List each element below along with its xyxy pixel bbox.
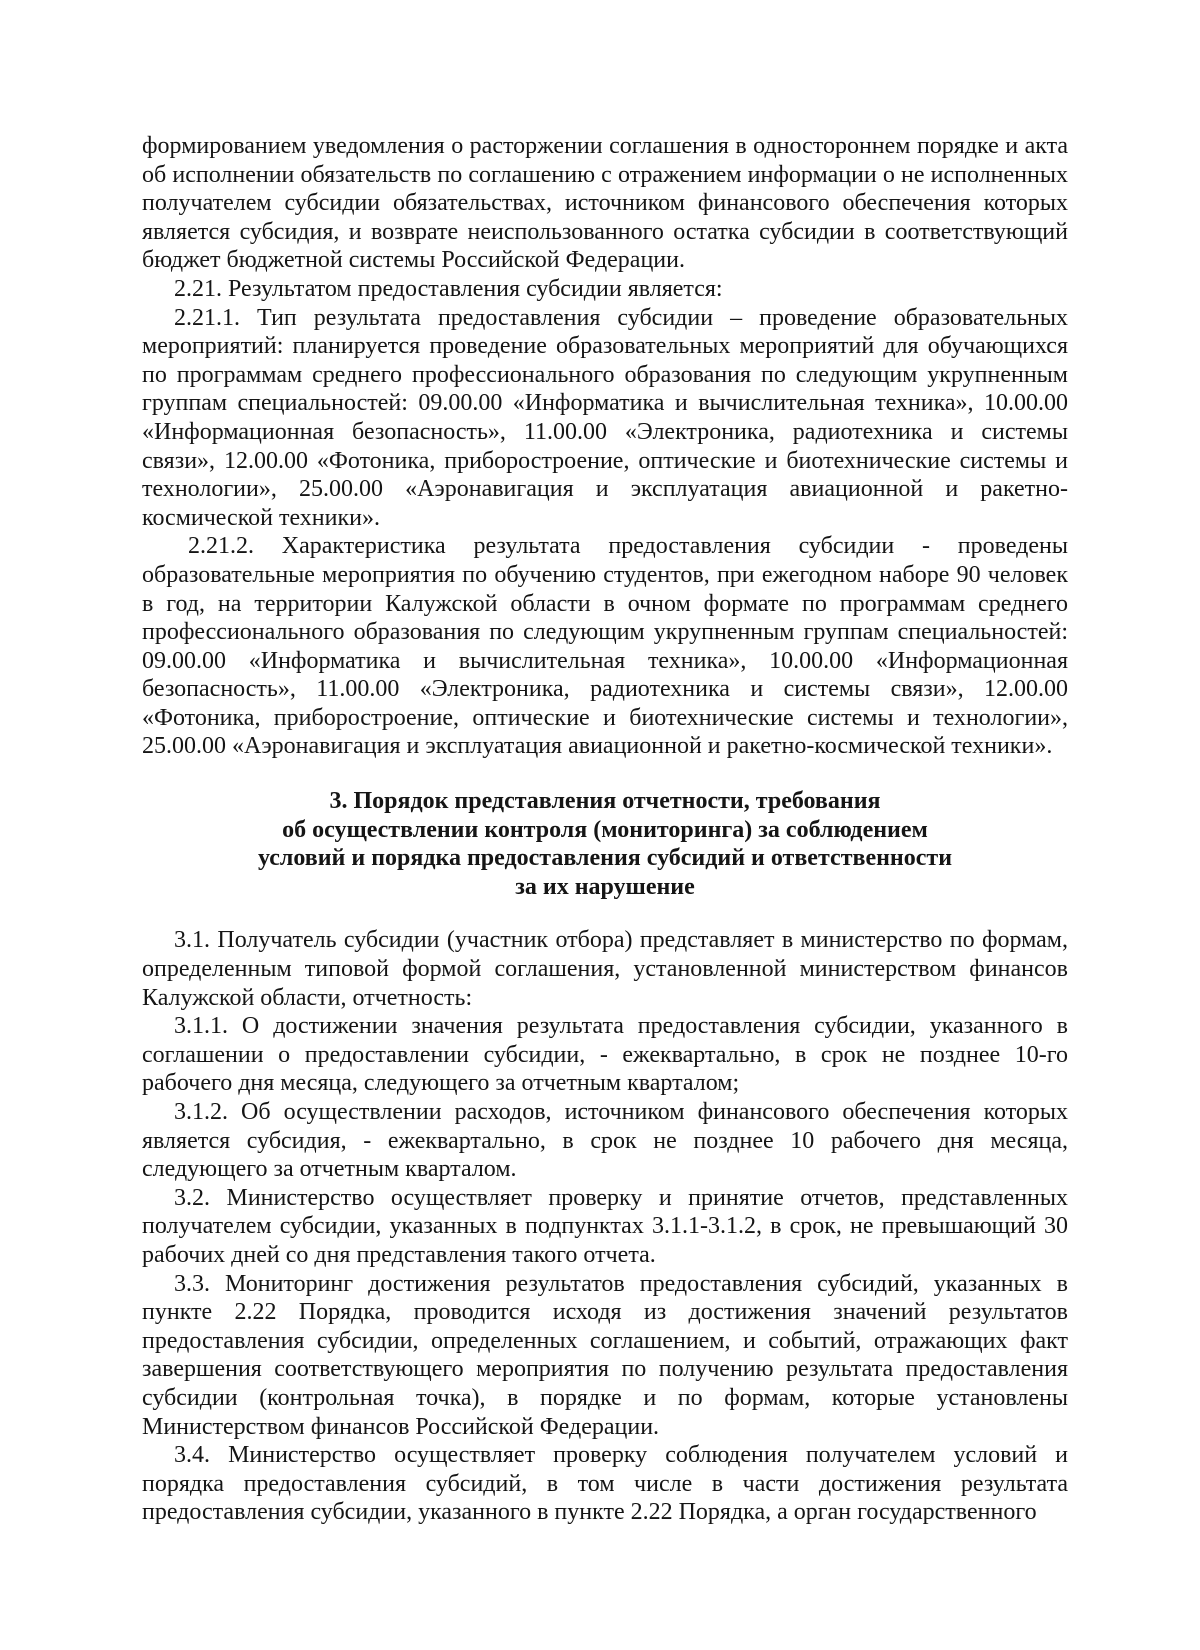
heading-line-1: 3. Порядок представления отчетности, требования <box>329 788 881 815</box>
paragraph-2-21: 2.21. Результатом предоставления субсидии является: <box>174 275 723 302</box>
paragraph-3-4: 3.4. Министерство осуществляет проверку соблюдения получателем условий и порядка предоставления субсидий, в том числе в части достижения результата предоставления субсидии, указанного в пункте 2.22 Порядка, а орган государственного <box>142 1442 1068 1526</box>
section-3-heading <box>142 787 1068 901</box>
heading-line-4: за их нарушение <box>515 873 695 900</box>
paragraph-3-1-2: 3.1.2. Об осуществлении расходов, источником финансового обеспечения которых является субсидия, - ежеквартально, в срок не позднее 10 рабочего дня месяца, следующего за отчетным кварталом. <box>142 1099 1068 1183</box>
paragraph-continuation: формированием уведомления о расторжении соглашения в одностороннем порядке и акта об исполнении обязательств по соглашению с отражением информации о не исполненных получателем субсидии обязательствах, источником финансового обеспечения которых является субсидия, и возврате неиспользованного остатка субсидии в соответствующий бюджет бюджетной системы Российской Федерации. <box>142 133 1068 274</box>
paragraph-3-1-1: 3.1.1. О достижении значения результата предоставления субсидии, указанного в соглашении о предоставлении субсидии, - ежеквартально, в срок не позднее 10-го рабочего дня месяца, следующего за отчетным кварталом; <box>142 1013 1068 1097</box>
paragraph-2-21-1: 2.21.1. Тип результата предоставления субсидии – проведение образовательных мероприятий: планируется проведение образовательных мероприятий для обучающихся по программам среднего профессионального образования по следующим укрупненным группам специальностей: 09.00.00 «Информатика и вычислительная техника», 10.00.00 «Информационная безопасность», 11.00.00 «Электроника, радиотехника и системы связи», 12.00.00 «Фотоника, приборостроение, оптические и биотехнические системы и технологии», 25.00.00 «Аэронавигация и эксплуатация авиационной и ракетно-космической техники». <box>142 304 1068 531</box>
heading-line-3: условий и порядка предоставления субсидий и ответственности <box>257 845 953 872</box>
paragraph-3-1: 3.1. Получатель субсидии (участник отбора) представляет в министерство по формам, определенным типовой формой соглашения, установленной министерством финансов Калужской области, отчетность: <box>142 927 1068 1011</box>
heading-line-2: об осуществлении контроля (мониторинга) за соблюдением <box>282 816 928 843</box>
paragraph-3-3: 3.3. Мониторинг достижения результатов предоставления субсидий, указанных в пункте 2.22 Порядка, проводится исходя из достижения значений результатов предоставления субсидии, определенных соглашением, и событий, отражающих факт завершения соответствующего мероприятия по получению результата предоставления субсидии (контрольная точка), в порядке и по формам, которые установлены Министерством финансов Российской Федерации. <box>142 1270 1068 1440</box>
paragraph-3-2: 3.2. Министерство осуществляет проверку и принятие отчетов, представленных получателем субсидии, указанных в подпунктах 3.1.1-3.1.2, в срок, не превышающий 30 рабочих дней со дня представления такого отчета. <box>142 1184 1068 1268</box>
paragraph-2-21-2: 2.21.2. Характеристика результата предоставления субсидии - проведены образовательные мероприятия по обучению студентов, при ежегодном наборе 90 человек в год, на территории Калужской области в очном формате по программам среднего профессионального образования по следующим укрупненным группам специальностей: 09.00.00 «Информатика и вычислительная техника», 10.00.00 «Информационная безопасность», 11.00.00 «Электроника, радиотехника и системы связи», 12.00.00 «Фотоника, приборостроение, оптические и биотехнические системы и технологии», 25.00.00 «Аэронавигация и эксплуатация авиационной и ракетно-космической техники». <box>142 533 1068 760</box>
